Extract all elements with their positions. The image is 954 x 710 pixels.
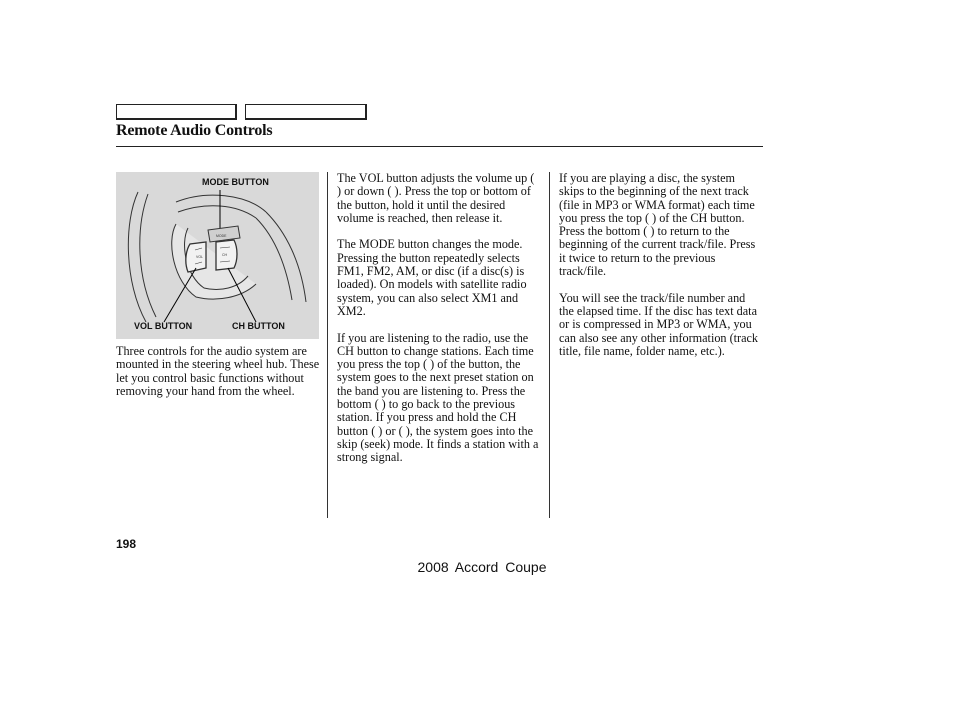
column-1-text <box>116 345 320 398</box>
paragraph: If you are playing a disc, the system skips to the beginning of the next track (file in MP3 or WMA format) each time you press the top ( ) of the CH button. Press the bottom ( ) to return to the beginning of the current track/file. Press it twice to return to the previous track/file. <box>559 171 756 279</box>
steering-wheel-figure <box>116 172 319 339</box>
paragraph: Three controls for the audio system are mounted in the steering wheel hub. These let you control basic functions without removing your hand from the wheel. <box>116 344 320 398</box>
vol-key-mark: VOL <box>196 255 204 259</box>
header-tab-left <box>116 104 237 120</box>
mode-key-text: MODE <box>216 234 227 238</box>
column-2-text <box>337 172 539 478</box>
paragraph: The VOL button adjusts the volume up ( ) or down ( ). Press the top or bottom of the button, hold it until the desired volume is reached, then release it. <box>337 171 535 225</box>
footer-model: 2008 Accord Coupe <box>417 559 547 575</box>
header-tab-right <box>245 104 367 120</box>
column-3-text <box>559 172 763 371</box>
paragraph: The MODE button changes the mode. Pressing the button repeatedly selects FM1, FM2, AM, or disc (if a disc(s) is loaded). On models with satellite radio system, you can also select XM1 and XM2. <box>337 237 527 318</box>
vol-button-label: VOL BUTTON <box>134 321 193 331</box>
title-rule <box>116 146 763 147</box>
paragraph: You will see the track/file number and the elapsed time. If the disc has text data or is compressed in MP3 or WMA, you can also see any other information (track title, file name, folder name, etc.). <box>559 290 758 358</box>
mode-button-label: MODE BUTTON <box>202 177 269 187</box>
ch-button-label: CH BUTTON <box>232 321 285 331</box>
steering-wheel-illustration <box>116 172 319 339</box>
page-number: 198 <box>116 537 137 551</box>
column-divider <box>549 172 550 518</box>
ch-key-mark: CH <box>222 253 228 257</box>
page-title: Remote Audio Controls <box>116 122 273 139</box>
paragraph: If you are listening to the radio, use the CH button to change stations. Each time you press the top ( ) of the button, the system goes to the next preset station on the band you are listening to. Press the bottom ( ) to go back to the previous station. If you press and hold the CH button ( ) or ( ), the system goes into the skip (seek) mode. It finds a station with a strong signal. <box>337 330 539 465</box>
column-divider <box>327 172 328 518</box>
